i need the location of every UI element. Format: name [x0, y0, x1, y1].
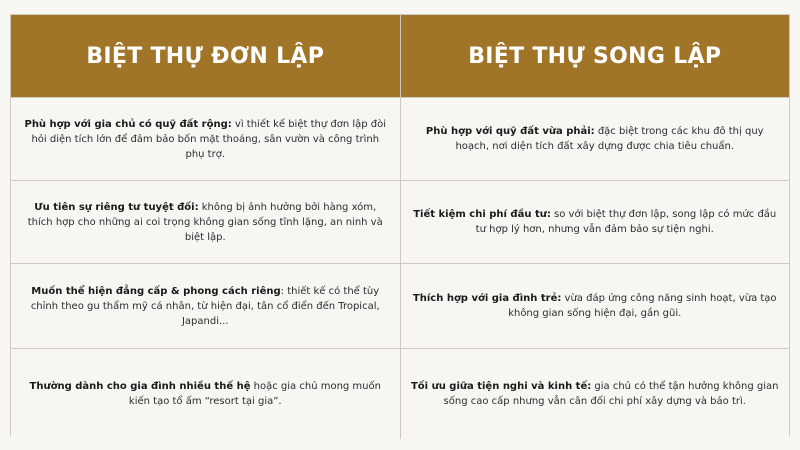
cell-bold-lead: Ưu tiên sự riêng tư tuyệt đối: [34, 201, 199, 213]
table-cell-right [400, 181, 789, 264]
table-cell-left [11, 349, 400, 440]
table-cell-right [400, 349, 789, 440]
table-cell-left [11, 98, 400, 181]
cell-description: vừa đáp ứng công năng sinh hoạt, vừa tạo không gian sống hiện đại, gần gũi. [508, 293, 777, 319]
comparison-table [11, 15, 789, 439]
cell-description: không bị ảnh hưởng bởi hàng xóm, thích hợp cho những ai coi trọng không gian sống tĩnh lặng, an ninh và biệt lập. [27, 201, 383, 243]
header-detached-villa: BIỆT THỰ ĐƠN LẬP [11, 15, 400, 98]
cell-bold-lead: Phù hợp với gia chủ có quỹ đất rộng: [24, 118, 232, 130]
table-row [11, 98, 789, 181]
table-cell-right [400, 264, 789, 349]
table-cell-left [11, 181, 400, 264]
table-cell-right [400, 98, 789, 181]
cell-description: hoặc gia chủ mong muốn kiến tạo tổ ấm “resort tại gia”. [128, 381, 381, 407]
comparison-table-container [10, 14, 790, 436]
cell-description: so với biệt thự đơn lập, song lập có mức đầu tư hợp lý hơn, nhưng vẫn đảm bảo sự tiện nghi. [475, 209, 777, 235]
cell-description: : thiết kế có thể tùy chỉnh theo gu thẩm mỹ cá nhân, từ hiện đại, tân cổ điển đến Tropical, Japandi... [30, 285, 380, 327]
cell-bold-lead: Phù hợp với quỹ đất vừa phải: [425, 126, 595, 137]
table-row [11, 264, 789, 349]
cell-bold-lead: Thường dành cho gia đình nhiều thế hệ [29, 381, 251, 392]
table-row [11, 181, 789, 264]
header-semi-detached-villa: BIỆT THỰ SONG LẬP [400, 15, 789, 98]
cell-bold-lead: Tiết kiệm chi phí đầu tư: [413, 209, 551, 220]
cell-bold-lead: Muốn thể hiện đẳng cấp & phong cách riêng [31, 285, 281, 297]
cell-bold-lead: Thích hợp với gia đình trẻ: [412, 293, 562, 304]
cell-description: vì thiết kế biệt thự đơn lập đòi hỏi diện tích lớn để đảm bảo bốn mặt thoáng, sân vườn và công trình phụ trợ. [31, 118, 387, 160]
table-row [11, 349, 789, 440]
cell-description: gia chủ có thể tận hưởng không gian sống cao cấp nhưng vẫn cân đối chi phí xây dựng và bảo trì. [443, 381, 779, 407]
cell-bold-lead: Tối ưu giữa tiện nghi và kinh tế: [410, 381, 592, 392]
table-cell-left [11, 264, 400, 349]
header-row [11, 15, 789, 98]
cell-description: đặc biệt trong các khu đô thị quy hoạch, nơi diện tích đất xây dựng được chia tiêu chuẩn. [455, 126, 764, 152]
